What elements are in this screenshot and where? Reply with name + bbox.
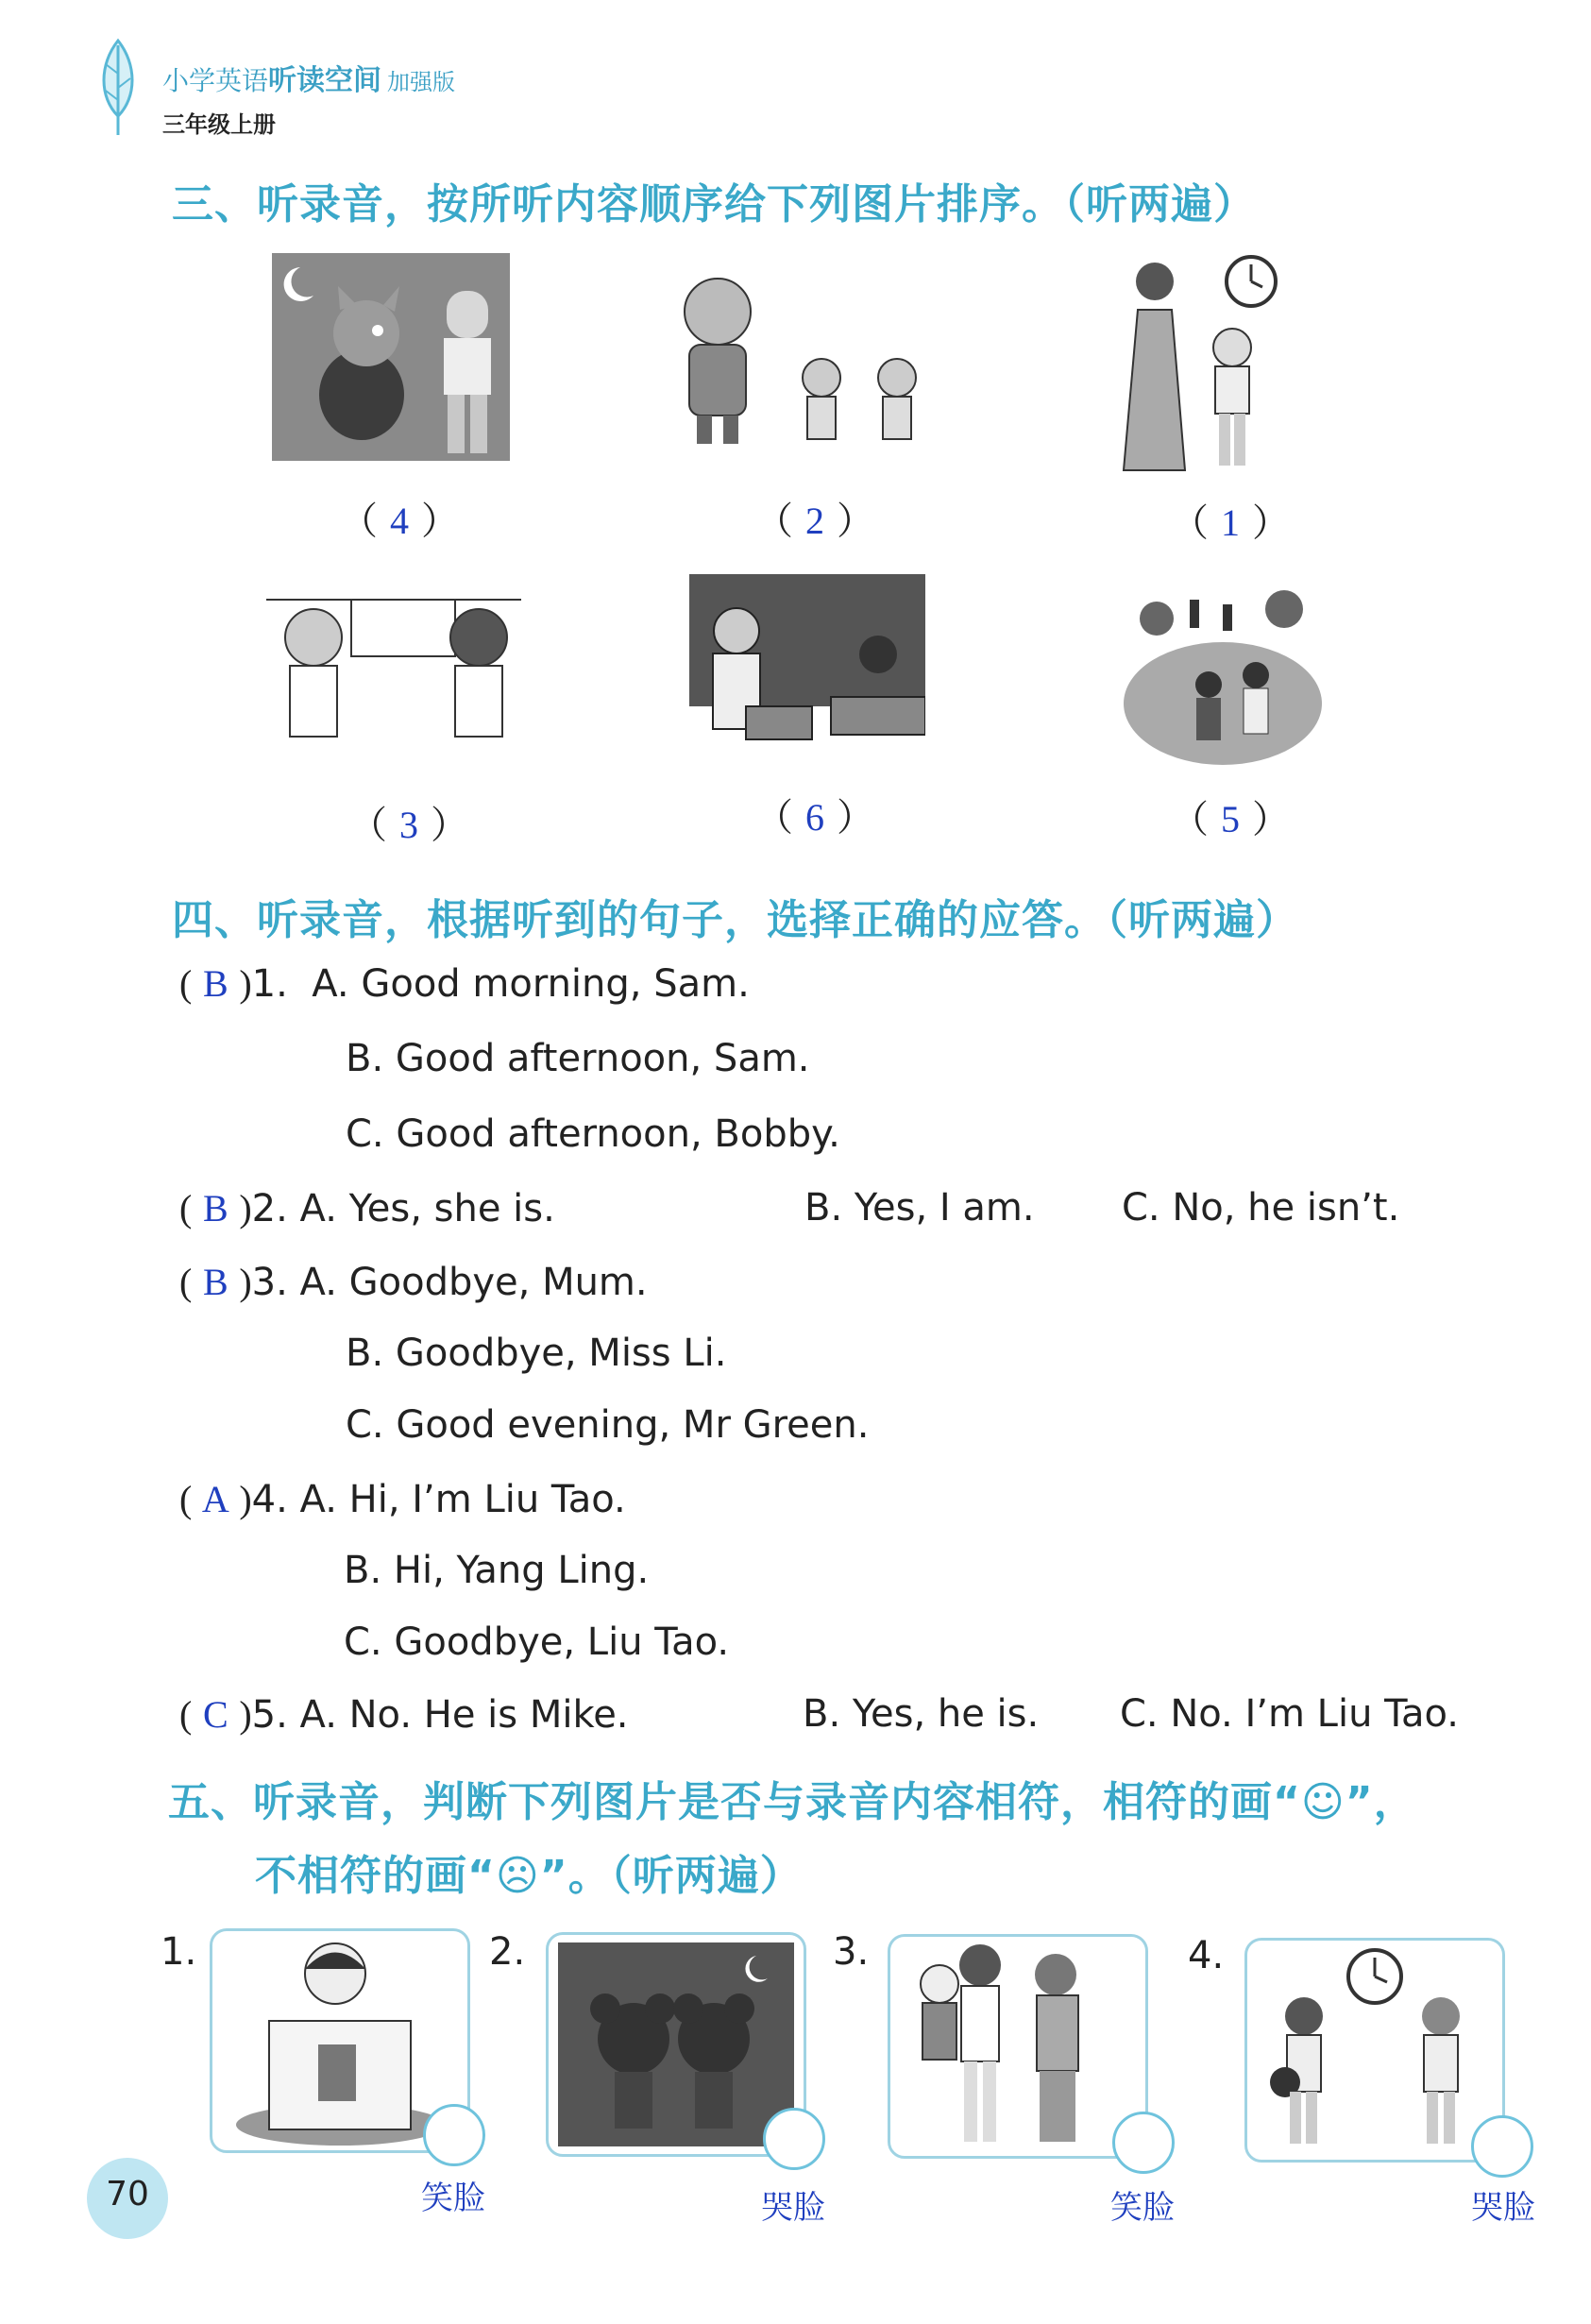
question-2-option-c: C. No, he isn’t.: [1122, 1186, 1400, 1230]
picture-two-mice: [784, 349, 944, 453]
question-1: ( B )1. A. Good morning, Sam.: [179, 962, 750, 1006]
question-4-answer: A: [201, 1478, 229, 1520]
question-2-option-b: B. Yes, I am.: [804, 1186, 1035, 1230]
picture-park-children: [1119, 581, 1322, 770]
question-3-option-b: B. Goodbye, Miss Li.: [346, 1332, 727, 1375]
order-answer-2-value: 2: [805, 500, 824, 542]
question-3-answer: B: [202, 1261, 228, 1303]
order-answer-5-value: 6: [805, 796, 824, 839]
question-5-option-c: C. No. I’m Liu Tao.: [1120, 1692, 1459, 1736]
order-answer-5: （ 6 ）: [755, 796, 874, 839]
picture-item-4-number: 4.: [1188, 1934, 1225, 1977]
picture-item-3-number: 3.: [833, 1930, 870, 1974]
question-5-option-a: A. No. He is Mike.: [299, 1693, 629, 1737]
question-2-number: 2.: [251, 1187, 288, 1230]
question-5-answer: C: [202, 1693, 228, 1736]
question-3-option-c: C. Good evening, Mr Green.: [346, 1403, 870, 1447]
picture-cat-boy-night: [272, 253, 510, 461]
picture-teacher-boy-clock: [1119, 253, 1308, 472]
order-answer-6-value: 5: [1221, 798, 1240, 840]
picture-two-mice-night: [549, 1935, 804, 2154]
picture-item-4-mark: 哭脸: [1471, 2189, 1535, 2227]
brand-edition: 加强版: [387, 69, 456, 95]
picture-item-2-number: 2.: [489, 1930, 526, 1974]
order-answer-6: （ 5 ）: [1171, 798, 1290, 840]
question-5-number: 5.: [251, 1693, 288, 1737]
order-answer-4: （ 3 ）: [349, 804, 468, 846]
question-4: ( A )4. A. Hi, I’m Liu Tao.: [179, 1478, 626, 1521]
section4-title: 四、听录音，根据听到的句子，选择正确的应答。（听两遍）: [172, 896, 1298, 944]
picture-cat-mice: [661, 274, 803, 453]
grade-label: 三年级上册: [162, 111, 276, 138]
question-4-option-b: B. Hi, Yang Ling.: [344, 1549, 650, 1592]
picture-classroom: [689, 574, 925, 744]
brand-left: 小学英语: [162, 65, 269, 96]
order-answer-2: （ 2 ）: [755, 500, 874, 542]
question-4-option-c: C. Goodbye, Liu Tao.: [344, 1620, 730, 1664]
order-answer-1-value: 4: [390, 500, 409, 542]
page-number: 70: [106, 2175, 149, 2214]
picture-boys-clock: [1247, 1941, 1502, 2160]
section5-title-line2: 不相符的画“☹”。（听两遍）: [255, 1852, 803, 1900]
question-1-option-a: A. Good morning, Sam.: [312, 962, 750, 1006]
picture-two-boys-greeting: [266, 590, 521, 741]
smiley-circle-4-icon: [1471, 2115, 1533, 2178]
order-answer-1: （ 4 ）: [340, 500, 459, 542]
question-2-answer: B: [202, 1187, 228, 1230]
section5-title-line1: 五、听录音，判断下列图片是否与录音内容相符，相符的画“☺”，: [168, 1778, 1416, 1826]
picture-item-3-mark: 笑脸: [1110, 2189, 1175, 2227]
smiley-circle-3-icon: [1112, 2112, 1175, 2174]
picture-family-greeting: [890, 1937, 1145, 2156]
book-brand: [162, 57, 455, 98]
smiley-circle-1-icon: [423, 2104, 485, 2166]
question-2: ( B )2. A. Yes, she is.: [179, 1187, 555, 1230]
question-1-option-b: B. Good afternoon, Sam.: [346, 1037, 810, 1080]
question-3-number: 3.: [251, 1261, 288, 1304]
question-4-option-a: A. Hi, I’m Liu Tao.: [299, 1478, 626, 1521]
question-5: ( C )5. A. No. He is Mike.: [179, 1693, 629, 1737]
order-answer-3: （ 1 ）: [1171, 501, 1290, 544]
question-3: ( B )3. A. Goodbye, Mum.: [179, 1261, 648, 1304]
question-1-answer: B: [202, 962, 228, 1005]
picture-card-4: [1244, 1938, 1505, 2163]
picture-card-3: [888, 1934, 1148, 2159]
section3-title: 三、听录音，按所听内容顺序给下列图片排序。（听两遍）: [172, 180, 1256, 229]
leaf-logo-icon: [94, 36, 142, 140]
question-1-option-c: C. Good afternoon, Bobby.: [346, 1112, 840, 1156]
picture-item-2-mark: 哭脸: [761, 2189, 825, 2227]
question-1-number: 1.: [251, 962, 288, 1006]
question-4-number: 4.: [251, 1478, 288, 1521]
picture-item-1-number: 1.: [161, 1930, 197, 1974]
question-3-option-a: A. Goodbye, Mum.: [299, 1261, 648, 1304]
question-2-option-a: A. Yes, she is.: [299, 1187, 555, 1230]
question-5-option-b: B. Yes, he is.: [803, 1692, 1040, 1736]
order-answer-3-value: 1: [1221, 501, 1240, 544]
smiley-circle-2-icon: [763, 2108, 825, 2170]
brand-main: 听读空间: [268, 64, 382, 97]
order-answer-4-value: 3: [399, 804, 418, 846]
picture-item-1-mark: 笑脸: [421, 2180, 485, 2217]
